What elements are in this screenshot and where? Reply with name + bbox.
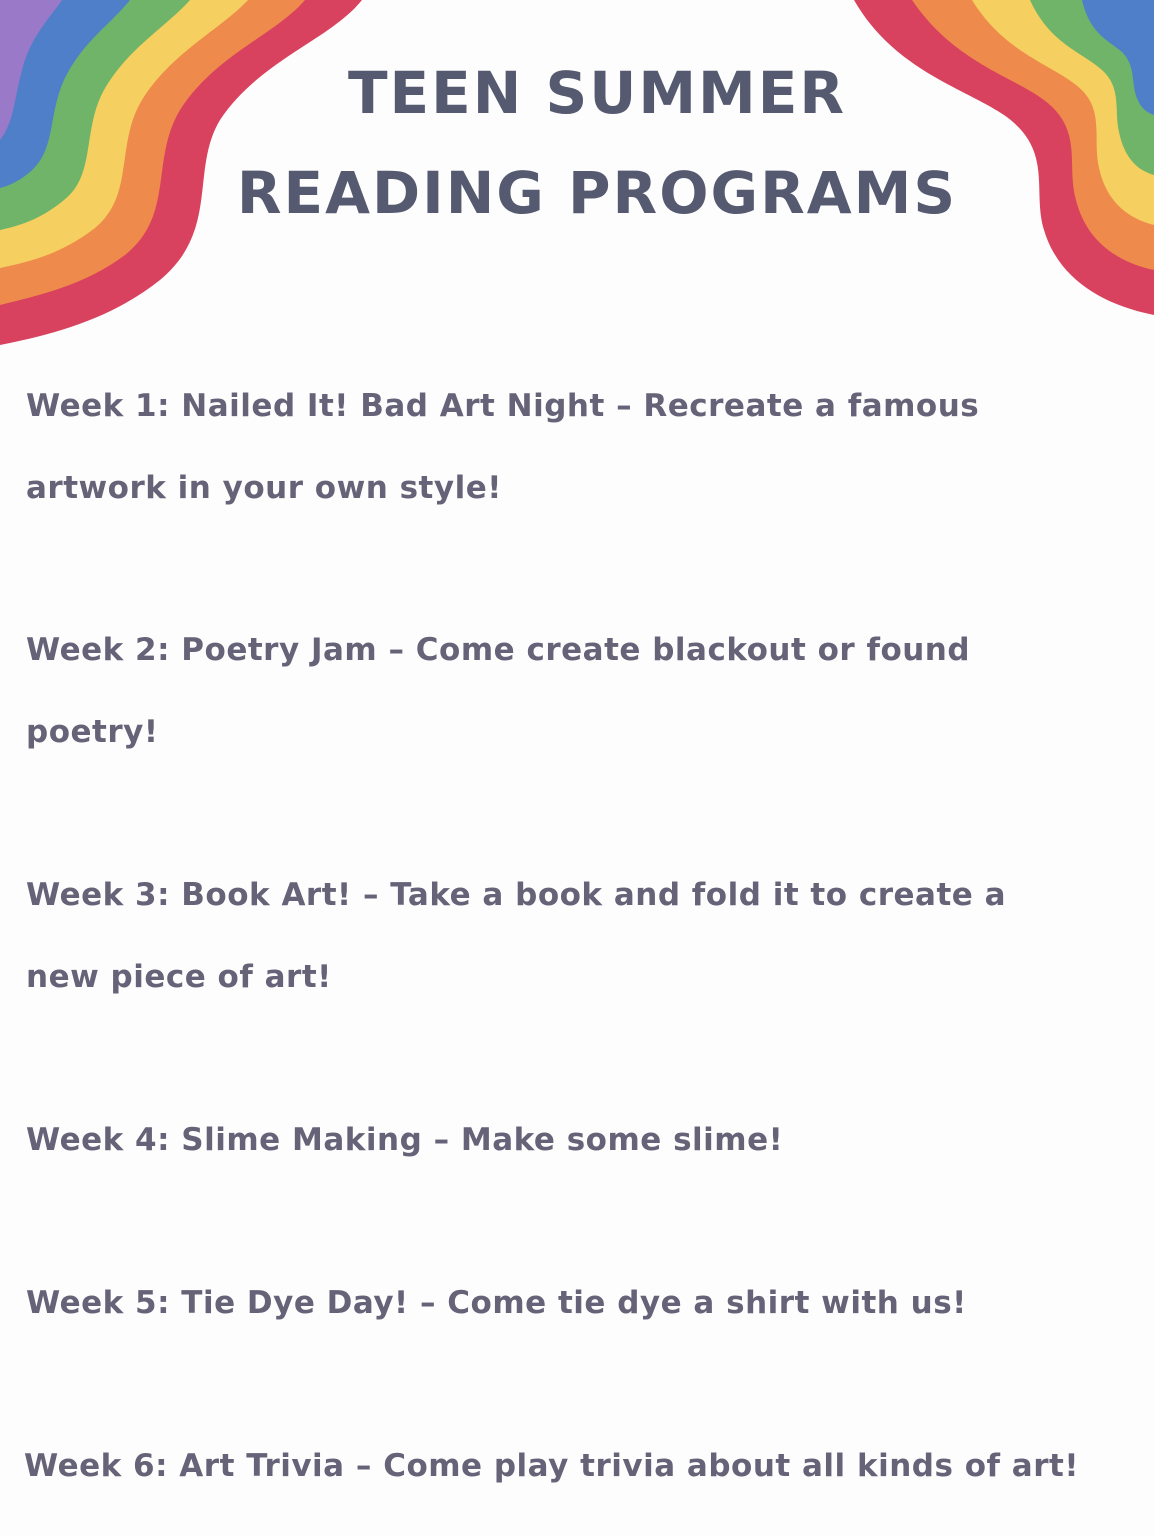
program-week-6-line-1: Week 6: Art Trivia – Come play trivia about all kinds of art!: [24, 1448, 1079, 1484]
page-title-line-1: TEEN SUMMER: [347, 59, 847, 127]
program-week-5: [26, 1262, 1136, 1344]
program-week-5-line-1: Week 5: Tie Dye Day! – Come tie dye a shirt with us!: [26, 1285, 967, 1321]
program-week-3-line-2: new piece of art!: [26, 959, 332, 995]
program-week-2: [26, 609, 1136, 773]
page-title-line-2: READING PROGRAMS: [236, 159, 958, 227]
program-week-4-line-1: Week 4: Slime Making – Make some slime!: [26, 1122, 784, 1158]
program-week-1-line-2: artwork in your own style!: [26, 470, 502, 506]
program-week-2-line-2: poetry!: [26, 714, 159, 750]
program-week-3: [26, 854, 1136, 1018]
program-week-1-line-1: Week 1: Nailed It! Bad Art Night – Recreate a famous: [26, 388, 980, 424]
program-week-3-line-1: Week 3: Book Art! – Take a book and fold it to create a: [26, 877, 1007, 913]
program-week-1: [26, 365, 1136, 529]
program-week-4: [26, 1099, 1136, 1181]
program-week-6: [24, 1425, 1134, 1507]
program-week-2-line-1: Week 2: Poetry Jam – Come create blackout or found: [26, 632, 971, 668]
